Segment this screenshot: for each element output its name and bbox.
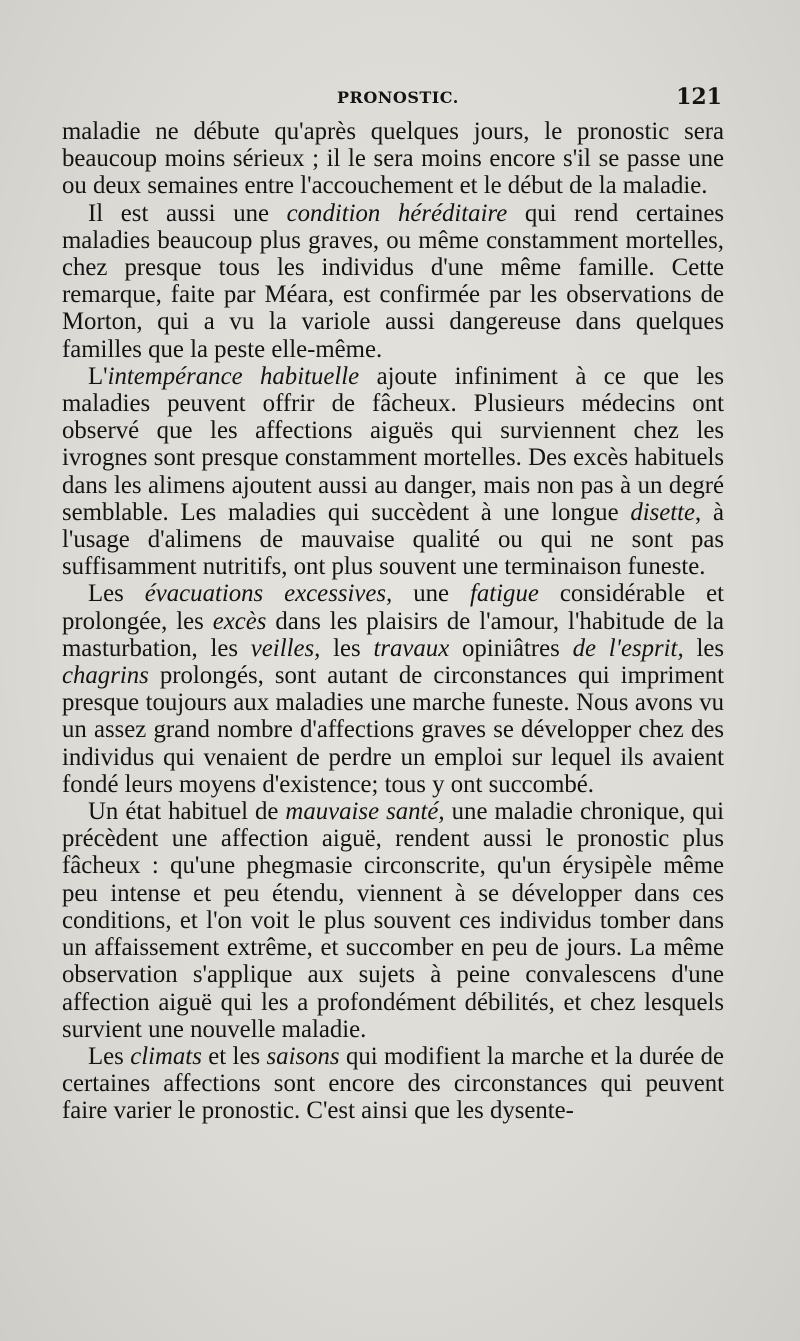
text-run: prolongés, sont autant de circonstances qui impriment presque toujours aux maladies une marche funeste. Nous avons vu un assez grand nombre d'affections graves se développer chez des individus qui venaient de perdre un emploi sur lequel ils avaient fondé leurs moyens d'existence; tous y ont succombé.	[62, 662, 724, 798]
text-run: dans les plaisirs de l'amour, l'habitude de la masturbation, les	[62, 607, 724, 662]
italic-phrase: mauvaise santé,	[285, 798, 445, 826]
italic-phrase: travaux	[373, 634, 450, 662]
text-run: qui rend certaines maladies beaucoup plus graves, ou même constamment mortelles, chez presque tous les individus d'une même famille. Cette remarque, faite par Méara, est confirmée par les observations de Morton, qui a vu la variole aussi dangereuse dans quelques familles que la peste elle-même.	[62, 199, 724, 363]
running-head	[62, 84, 722, 114]
text-run: qui modifient la marche et la durée de certaines affections sont encore des circonstances qui peuvent faire varier le pronostic. C'est ainsi que les dysente-	[62, 1042, 724, 1125]
text-run: L'	[88, 362, 108, 390]
italic-phrase: intempérance habituelle	[107, 362, 360, 390]
text-run: ajoute infiniment à ce que les maladies peuvent offrir de fâcheux. Plusieurs médecins ont observé que les affections aiguës qui surviennent chez les ivrognes sont presque constamment mortelles. Des excès habituels dans les alimens ajoutent aussi au danger, mais non pas à un degré semblable. Les maladies qui succèdent à une longue	[62, 362, 724, 526]
italic-phrase: saisons	[266, 1042, 340, 1070]
italic-phrase: climats	[130, 1042, 202, 1070]
text-run: les	[683, 634, 724, 662]
text-run: , à l'usage d'alimens de mauvaise qualité ou qui ne sont pas suffisamment nutritifs, ont plus souvent une terminaison funeste.	[62, 498, 724, 581]
italic-phrase: disette	[630, 498, 696, 526]
text-run: une	[392, 580, 470, 608]
text-run: Il est aussi une	[88, 199, 287, 227]
text-run: et les	[201, 1042, 267, 1070]
paragraph	[62, 200, 724, 363]
italic-phrase: de l'esprit,	[572, 634, 684, 662]
body-text	[62, 118, 724, 1125]
page-number: 121	[676, 84, 722, 110]
italic-phrase: condition héréditaire	[286, 199, 508, 227]
text-run: Un état habituel de	[88, 798, 286, 826]
paragraph	[62, 580, 724, 798]
text-run: opiniâtres	[449, 634, 573, 662]
italic-phrase: excès	[212, 607, 267, 635]
text-run: Les	[88, 580, 145, 608]
text-run: les	[320, 634, 374, 662]
text-run: maladie ne débute qu'après quelques jours, le pronostic sera beaucoup moins sérieux ; il le sera moins encore s'il se passe une ou deux semaines entre l'accouchement et le début de la maladie.	[62, 118, 724, 200]
text-run: une maladie chronique, qui précèdent une affection aiguë, rendent aussi le pronostic plus fâcheux : qu'une phegmasie circonscrite, qu'un érysipèle même peu intense et peu étendu, viennent à se développer dans ces conditions, et l'on voit le plus souvent ces individus tomber dans un affaissement extrême, et succomber en peu de jours. La même observation s'applique aux sujets à peine convalescens d'une affection aiguë qui les a profondément débilités, et chez lesquels survient une nouvelle maladie.	[62, 798, 724, 1043]
paragraph	[62, 1043, 724, 1125]
italic-phrase: évacuations excessives,	[144, 580, 393, 608]
italic-phrase: fatigue	[469, 580, 539, 608]
text-run: considérable et prolongée, les	[62, 580, 724, 635]
italic-phrase: veilles,	[250, 634, 321, 662]
paragraph	[62, 118, 724, 200]
paragraph	[62, 798, 724, 1043]
italic-phrase: chagrins	[62, 662, 149, 690]
text-run: Les	[88, 1042, 131, 1070]
paragraph	[62, 363, 724, 581]
running-title: PRONOSTIC.	[337, 88, 459, 107]
